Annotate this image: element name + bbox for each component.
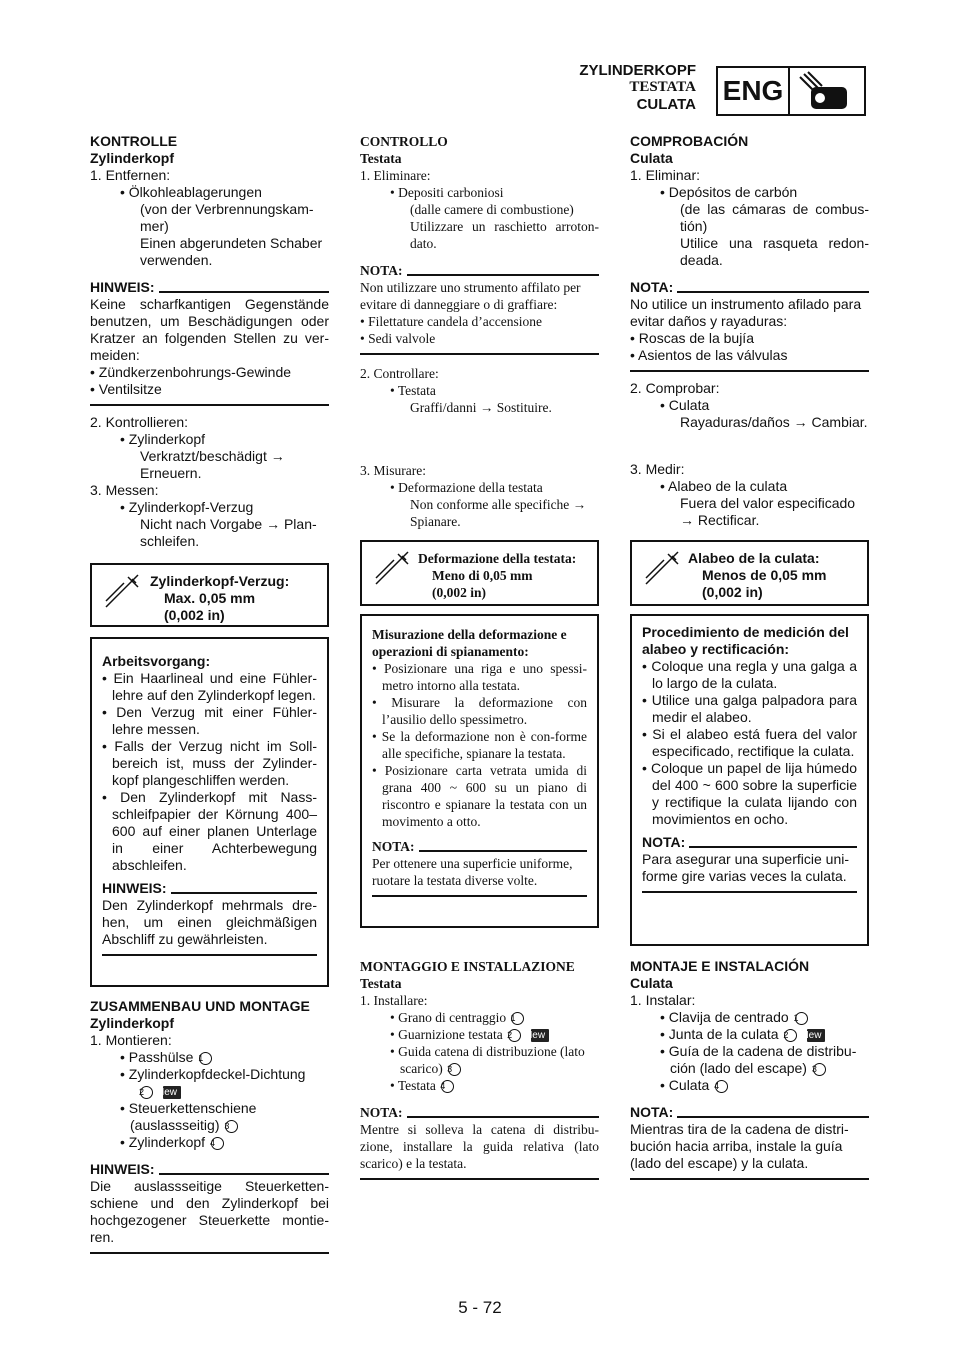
it-note-header: NOTA: xyxy=(360,262,599,279)
es-asm-note-end xyxy=(630,1178,869,1180)
de-step-3-action: Nicht nach Vorgabe → Plan-schleifen. xyxy=(140,516,317,549)
de-note-item: • Ventilsitze xyxy=(90,381,162,397)
de-asm-title: ZUSAMMENBAU UND MONTAGE xyxy=(90,998,310,1014)
it-asm-item: • Guarnizione testata 2 New xyxy=(360,1026,599,1043)
spec-wrench-icon xyxy=(372,548,412,588)
it-proc-item: • Misurare la deformazione con l’ausilio dello spessimetro. xyxy=(372,695,588,727)
title-it: TESTATA xyxy=(629,79,696,95)
de-step-3: 3. Messen: xyxy=(90,482,159,498)
es-step-1-desc: (de las cámaras de combus-tión) Utilice una rasqueta redon-deada. xyxy=(680,201,869,268)
de-proc-title: Arbeitsvorgang: xyxy=(102,653,211,669)
es-spec-value: Menos de 0,05 mm xyxy=(702,567,827,583)
es-subtitle: Culata xyxy=(630,150,673,166)
de-asm-subtitle: Zylinderkopf xyxy=(90,1015,175,1031)
es-asm-note-header: NOTA: xyxy=(630,1104,869,1121)
de-asm-item: • Steuerkettenschiene (auslassseitig) 3 xyxy=(120,1100,257,1133)
de-asm-item: • Passhülse 1 xyxy=(90,1049,329,1066)
de-proc-item: • Den Zylinderkopf mit Nass-schleifpapier der Körnung 400–600 auf einer planen Unterlage in einer Achterbewegung abschleifen. xyxy=(102,789,317,873)
it-spec-title: Deformazione della testata: xyxy=(418,551,577,566)
it-step-1-desc: (dalle camere di combustione) Utilizzare un raschietto arroton-dato. xyxy=(410,202,599,251)
column-german xyxy=(90,133,329,550)
it-proc-item: • Posizionare una riga e uno spessi-metro intorno alla testata. xyxy=(372,661,588,693)
spec-wrench-icon xyxy=(102,571,142,611)
de-procedure-box xyxy=(90,637,329,987)
header-titles xyxy=(540,62,696,113)
it-note-item: • Filettature candela d’accensione xyxy=(360,314,543,329)
it-step-3-action: Non conforme alle specifiche → Spianare. xyxy=(410,497,587,529)
de-section-title: KONTROLLE xyxy=(90,133,178,149)
es-asm-item: • Guía de la cadena de distribu-ción (lado del escape) 3 xyxy=(660,1043,857,1076)
de-note-header: HINWEIS: xyxy=(90,279,329,296)
it-step-3: 3. Misurare: xyxy=(360,463,426,478)
es-procedure-box xyxy=(630,614,869,946)
title-de: ZYLINDERKOPF xyxy=(579,62,696,79)
de-proc-item: • Ein Haarlineal und eine Fühler-lehre auf den Zylinderkopf legen. xyxy=(102,670,317,703)
de-proc-note-end xyxy=(102,954,317,956)
es-spec-title: Alabeo de la culata: xyxy=(688,550,820,566)
es-asm-item: • Culata 4 xyxy=(630,1077,869,1094)
es-proc-item: • Coloque un papel de lija húmedo del 400 ~ 600 sobre la superficie y rectifique la culata lijando con movimientos en ocho. xyxy=(642,760,857,827)
page-number: 5 - 72 xyxy=(458,1298,502,1317)
it-step-2-item: • Testata xyxy=(390,383,436,398)
de-step-2: 2. Kontrollieren: xyxy=(90,414,189,430)
es-asm-item: • Clavija de centrado 1 xyxy=(630,1009,869,1026)
es-note-text: No utilice un instrumento afilado para evitar daños y rayaduras: xyxy=(630,296,862,329)
de-step-3-item: • Zylinderkopf-Verzug xyxy=(120,499,254,515)
es-step-2-action: Rayaduras/daños → Cambiar. xyxy=(680,414,868,430)
es-spec-box xyxy=(630,540,869,606)
it-asm-item: • Grano di centraggio 1 xyxy=(360,1009,599,1026)
new-badge: New xyxy=(163,1086,181,1099)
it-asm-step-1: 1. Installare: xyxy=(360,993,428,1008)
de-step-1-item: • Ölkohleablagerungen xyxy=(120,184,262,200)
de-step-1: 1. Entfernen: xyxy=(90,167,171,183)
it-asm-note-text: Mentre si solleva la catena di distribu-zione, installare la guida relativa (lato scarico) e la testata. xyxy=(360,1122,599,1171)
es-step-3: 3. Medir: xyxy=(630,461,685,477)
it-asm-note-header: NOTA: xyxy=(360,1104,599,1121)
it-spec-box xyxy=(360,540,599,606)
es-note-item: • Roscas de la bujía xyxy=(630,330,754,346)
es-proc-item: • Si el alabeo está fuera del valor especificado, rectifique la culata. xyxy=(642,726,858,759)
es-asm-step-1: 1. Instalar: xyxy=(630,992,696,1008)
es-asm-subtitle: Culata xyxy=(630,975,673,991)
it-asm-item: • Testata 4 xyxy=(360,1077,599,1094)
it-spec-value-in: (0,002 in) xyxy=(432,585,486,600)
es-assembly xyxy=(630,958,869,1180)
it-subtitle: Testata xyxy=(360,151,402,166)
it-proc-title: Misurazione della deformazione e operazioni di spianamento: xyxy=(372,627,567,659)
it-proc-note-header: NOTA: xyxy=(372,838,587,855)
column-spanish xyxy=(630,133,869,529)
de-spec-box xyxy=(90,563,329,627)
title-es: CULATA xyxy=(636,96,696,113)
engine-icon xyxy=(790,68,864,114)
de-asm-step-1: 1. Montieren: xyxy=(90,1032,172,1048)
es-spec-value-in: (0,002 in) xyxy=(702,584,763,600)
it-step-1-item: • Depositi carboniosi xyxy=(390,185,504,200)
es-proc-note-text: Para asegurar una superficie uni-forme gire varias veces la culata. xyxy=(642,851,850,884)
de-note-item: • Zündkerzenbohrungs-Gewinde xyxy=(90,364,292,380)
de-spec-value-in: (0,002 in) xyxy=(164,607,225,623)
de-step-2-item: • Zylinderkopf xyxy=(120,431,206,447)
it-asm-item: • Guida catena di distribuzione (lato scarico) 3 xyxy=(390,1044,585,1076)
es-note-item: • Asientos de las válvulas xyxy=(630,347,788,363)
de-asm-item: • Zylinderkopfdeckel-Dichtung 2 New xyxy=(120,1066,306,1098)
it-note-item: • Sedi valvole xyxy=(360,331,436,346)
es-step-3-item: • Alabeo de la culata xyxy=(660,478,788,494)
de-proc-note-header: HINWEIS: xyxy=(102,880,317,897)
es-proc-note-end xyxy=(642,891,857,893)
es-proc-title: Procedimiento de medición del alabeo y rectificación: xyxy=(642,624,849,657)
de-spec-title: Zylinderkopf-Verzug: xyxy=(150,573,290,589)
de-asm-note-header: HINWEIS: xyxy=(90,1161,329,1178)
it-step-1: 1. Eliminare: xyxy=(360,168,431,183)
it-spec-value: Meno di 0,05 mm xyxy=(432,568,533,583)
de-proc-item: • Den Verzug mit einer Fühler-lehre messen. xyxy=(102,704,318,737)
it-asm-subtitle: Testata xyxy=(360,976,402,991)
es-step-3-action: Fuera del valor especificado → Rectificar. xyxy=(680,495,856,528)
new-badge: New xyxy=(807,1029,825,1042)
it-proc-note-end xyxy=(372,895,587,897)
de-step-1-desc: (von der Verbrennungskam- mer) Einen abgerundeten Schaber verwenden. xyxy=(140,201,323,268)
es-step-1-item: • Depósitos de carbón xyxy=(660,184,798,200)
es-note-header: NOTA: xyxy=(630,279,869,296)
es-asm-item: • Junta de la culata 2 New xyxy=(630,1026,869,1043)
spec-wrench-icon xyxy=(642,548,682,588)
it-proc-item: • Se la deformazione non è con-forme alle specifiche, spianare la testata. xyxy=(372,729,587,761)
it-step-2: 2. Controllare: xyxy=(360,366,439,381)
de-spec-value: Max. 0,05 mm xyxy=(164,590,256,606)
new-badge: New xyxy=(531,1029,549,1042)
es-proc-note-header: NOTA: xyxy=(642,834,857,851)
it-proc-note-text: Per ottenere una superficie uniforme, ruotare la testata diverse volte. xyxy=(372,856,573,888)
de-proc-note-text: Den Zylinderkopf mehrmals dre-hen, um einen gleichmäßigen Abschliff zu gewährleisten. xyxy=(102,897,317,947)
de-proc-item: • Falls der Verzug nicht im Soll-bereich ist, muss der Zylinder-kopf plangeschliffen werden. xyxy=(102,738,318,788)
es-step-2: 2. Comprobar: xyxy=(630,380,720,396)
it-procedure-box xyxy=(360,614,599,928)
de-step-2-action: Verkratzt/beschädigt → Erneuern. xyxy=(140,448,285,481)
es-asm-note-text: Mientras tira de la cadena de distri-bución hacia arriba, instale la guía (lado del escape) y la culata. xyxy=(630,1121,849,1171)
es-proc-item: • Coloque una regla y una galga a lo largo de la culata. xyxy=(642,658,857,691)
it-assembly xyxy=(360,958,599,1180)
it-asm-note-end xyxy=(360,1178,599,1180)
es-step-2-item: • Culata xyxy=(660,397,710,413)
it-asm-title: MONTAGGIO E INSTALLAZIONE xyxy=(360,959,575,974)
de-asm-item: • Zylinderkopf 4 xyxy=(90,1134,329,1151)
es-asm-title: MONTAJE E INSTALACIÓN xyxy=(630,958,810,974)
es-proc-item: • Utilice una galga palpadora para medir el alabeo. xyxy=(642,692,857,725)
de-note-text: Keine scharfkantigen Gegenstände benutzen, um Beschädigungen oder Kratzer an folgenden Stellen zu ver-meiden: xyxy=(90,296,329,363)
it-step-2-action: Graffi/danni → Sostituire. xyxy=(410,400,552,415)
de-assembly xyxy=(90,998,329,1254)
de-asm-note-end xyxy=(90,1252,329,1254)
it-proc-item: • Posizionare carta vetrata umida di grana 400 ~ 600 su un piano di riscontro e spianare la testata con un movimento a otto. xyxy=(372,763,587,829)
eng-tab-label: ENG xyxy=(718,68,790,114)
es-section-title: COMPROBACIÓN xyxy=(630,133,749,149)
de-asm-note-text: Die auslassseitige Steuerketten-schiene und den Zylinderkopf bei hochgezogener Steuerkette montie-ren. xyxy=(90,1178,329,1245)
eng-tab xyxy=(716,66,866,116)
es-step-1: 1. Eliminar: xyxy=(630,167,701,183)
de-subtitle: Zylinderkopf xyxy=(90,150,175,166)
it-note-text: Non utilizzare uno strumento affilato per evitare di danneggiare o di graffiare: xyxy=(360,280,581,312)
column-italian xyxy=(360,133,599,530)
it-section-title: CONTROLLO xyxy=(360,134,448,149)
it-step-3-item: • Deformazione della testata xyxy=(390,480,543,495)
